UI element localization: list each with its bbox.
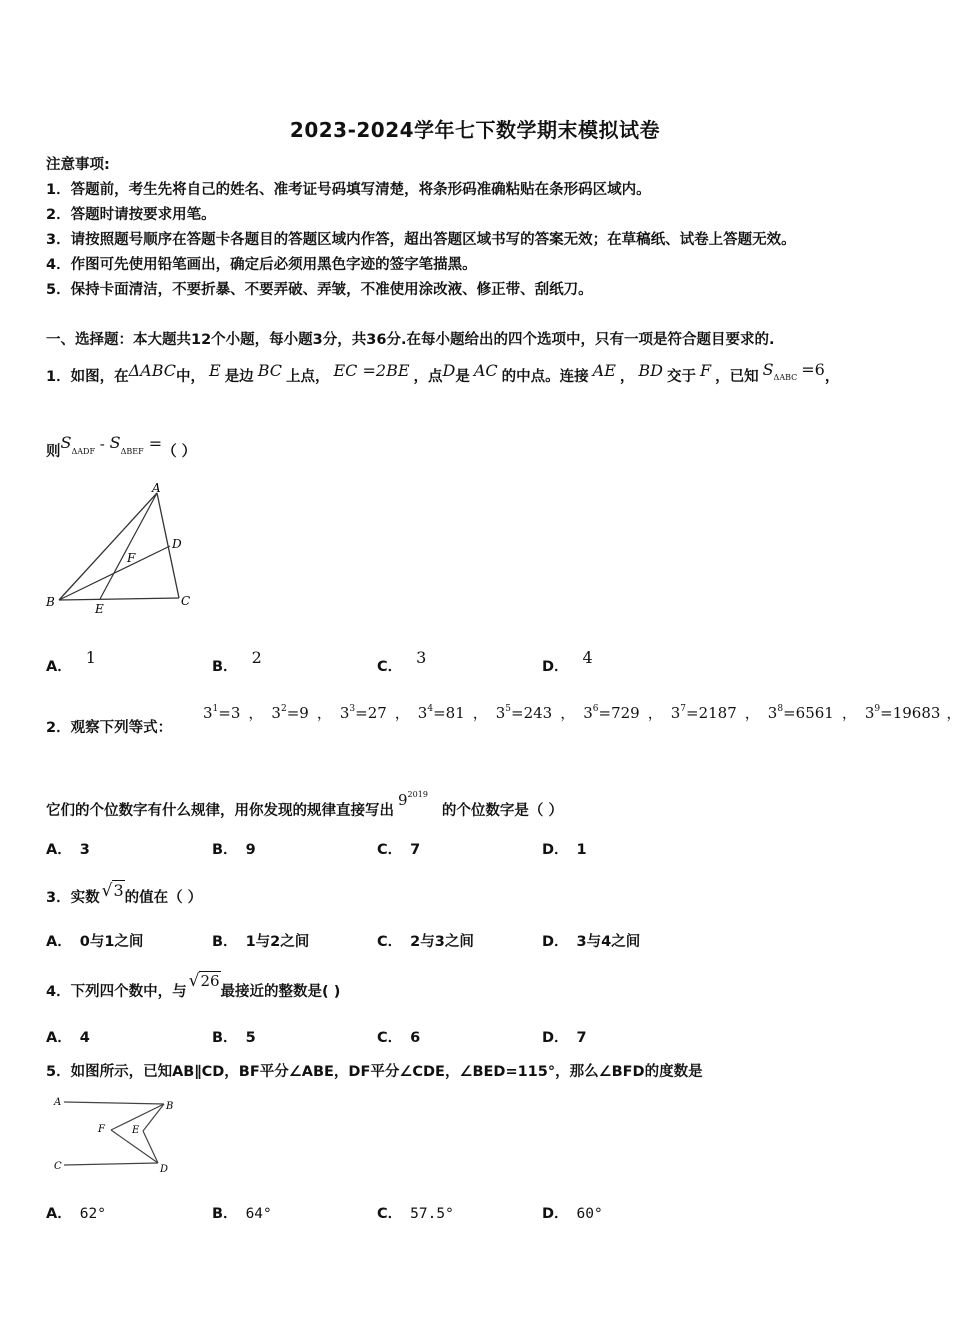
- q4-option-b[interactable]: B． 5: [212, 1030, 256, 1046]
- q1-option-d[interactable]: D． 4: [542, 648, 593, 675]
- q2-option-d[interactable]: D． 1: [542, 842, 587, 858]
- q3-option-d[interactable]: D． 3与4之间: [542, 934, 641, 950]
- label-b: B: [46, 595, 55, 609]
- q3-stem: 3．实数 √3的值在（ ）: [46, 881, 203, 906]
- q1-stem: 1．如图，在ΔABC中， E 是边 BC 上点， EC =2BE ，点D是 AC 的中点。连接 AE ， BD 交于 F ，已知 SΔABC =6，: [46, 360, 840, 385]
- page-title: 2023-2024学年七下数学期末模拟试卷: [289, 118, 661, 142]
- q5-option-b[interactable]: B． 64°: [212, 1206, 272, 1222]
- note-item: 3．请按照题号顺序在答题卡各题目的答题区域内作答，超出答题区域书写的答案无效；在草稿纸、试卷上答题无效。: [46, 232, 796, 248]
- notes-heading: 注意事项:: [46, 157, 110, 173]
- label-c: C: [54, 1161, 62, 1172]
- q2-eq: $3^7=2187$: [670, 704, 737, 722]
- q2-eq: $3^6=729$: [583, 704, 640, 722]
- side-bc: [59, 598, 179, 600]
- q4-option-a[interactable]: A． 4: [46, 1030, 90, 1046]
- q3-option-b[interactable]: B． 1与2之间: [212, 934, 310, 950]
- note-item: 4．作图可先使用铅笔画出，确定后必须用黑色字迹的签字笔描黑。: [46, 257, 477, 273]
- q2-stem-label: 2．观察下列等式：: [46, 720, 173, 736]
- label-e: E: [95, 602, 104, 616]
- q4-stem: 4．下列四个数中，与√26最接近的整数是( ): [46, 971, 341, 1000]
- q3-option-a[interactable]: A． 0与1之间: [46, 934, 144, 950]
- label-d: D: [160, 1164, 169, 1175]
- q5-option-a[interactable]: A． 62°: [46, 1206, 106, 1222]
- label-a: A: [152, 481, 161, 495]
- q5-stem: 5．如图所示，已知AB∥CD，BF平分∠ABE，DF平分∠CDE，∠BED=115°，那么∠BFD的度数是: [46, 1064, 703, 1080]
- q1-option-c[interactable]: C． 3: [377, 648, 427, 675]
- q2-eq: $3^9=19683$: [864, 704, 941, 722]
- q1-option-a[interactable]: A． 1: [46, 648, 96, 675]
- label-f: F: [127, 551, 136, 565]
- label-d: D: [172, 537, 182, 551]
- q1-question: 则SΔADF - SΔBEF =（ ）: [46, 433, 197, 460]
- segment-be: [143, 1104, 164, 1131]
- q2-question: 它们的个位数字有什么规律，用你发现的规律直接写出$9^{2019}$的个位数字是（ ）: [46, 790, 563, 819]
- line-cd: [64, 1163, 158, 1165]
- note-item: 5．保持卡面清洁，不要折暴、不要弄破、弄皱，不准使用涂改液、修正带、刮纸刀。: [46, 282, 593, 298]
- q4-option-c[interactable]: C． 6: [377, 1030, 421, 1046]
- q2-option-a[interactable]: A． 3: [46, 842, 90, 858]
- label-c: C: [181, 594, 191, 608]
- q2-eq: $3^3=27$: [339, 704, 387, 722]
- sqrt-sign-icon: √: [101, 881, 113, 901]
- q4-option-d[interactable]: D． 7: [542, 1030, 587, 1046]
- note-item: 1．答题前，考生先将自己的姓名、准考证号码填写清楚，将条形码准确粘贴在条形码区域内。: [46, 182, 651, 198]
- line-ab: [64, 1102, 164, 1104]
- section-heading: 一、选择题：本大题共12个小题，每小题3分，共36分.在每小题给出的四个选项中，只有一项是符合题目要求的.: [46, 332, 775, 348]
- q2-equation-list: $3^1=3$ ， $3^2=9$ ， $3^3=27$ ， $3^4=81$ ， $3^5=243$ ， $3^6=729$ ， $3^7=2187$ ， $3^8=6561$ ， $3^9=19683$ ，: [203, 704, 961, 722]
- q2-eq: $3^8=6561$: [767, 704, 834, 722]
- label-b: B: [166, 1101, 174, 1112]
- note-item: 2．答题时请按要求用笔。: [46, 207, 216, 223]
- label-f: F: [98, 1124, 105, 1135]
- q1-triangle-figure: [42, 478, 202, 618]
- label-e: E: [132, 1125, 140, 1136]
- q5-parallel-figure: [48, 1090, 188, 1180]
- q5-option-c[interactable]: C． 57.5°: [377, 1206, 454, 1222]
- segment-bd: [59, 546, 170, 600]
- q2-option-b[interactable]: B． 9: [212, 842, 256, 858]
- q2-eq: $3^5=243$: [495, 704, 553, 722]
- q2-option-c[interactable]: C． 7: [377, 842, 421, 858]
- q1-option-b[interactable]: B． 2: [212, 648, 262, 675]
- q2-eq: $3^2=9$: [271, 704, 309, 722]
- label-a: A: [54, 1097, 62, 1108]
- q5-option-d[interactable]: D． 60°: [542, 1206, 603, 1222]
- q2-eq: $3^4=81$: [417, 704, 465, 722]
- q3-option-c[interactable]: C． 2与3之间: [377, 934, 474, 950]
- sqrt-sign-icon: √: [188, 971, 200, 991]
- q2-eq: $3^1=3$: [203, 704, 241, 722]
